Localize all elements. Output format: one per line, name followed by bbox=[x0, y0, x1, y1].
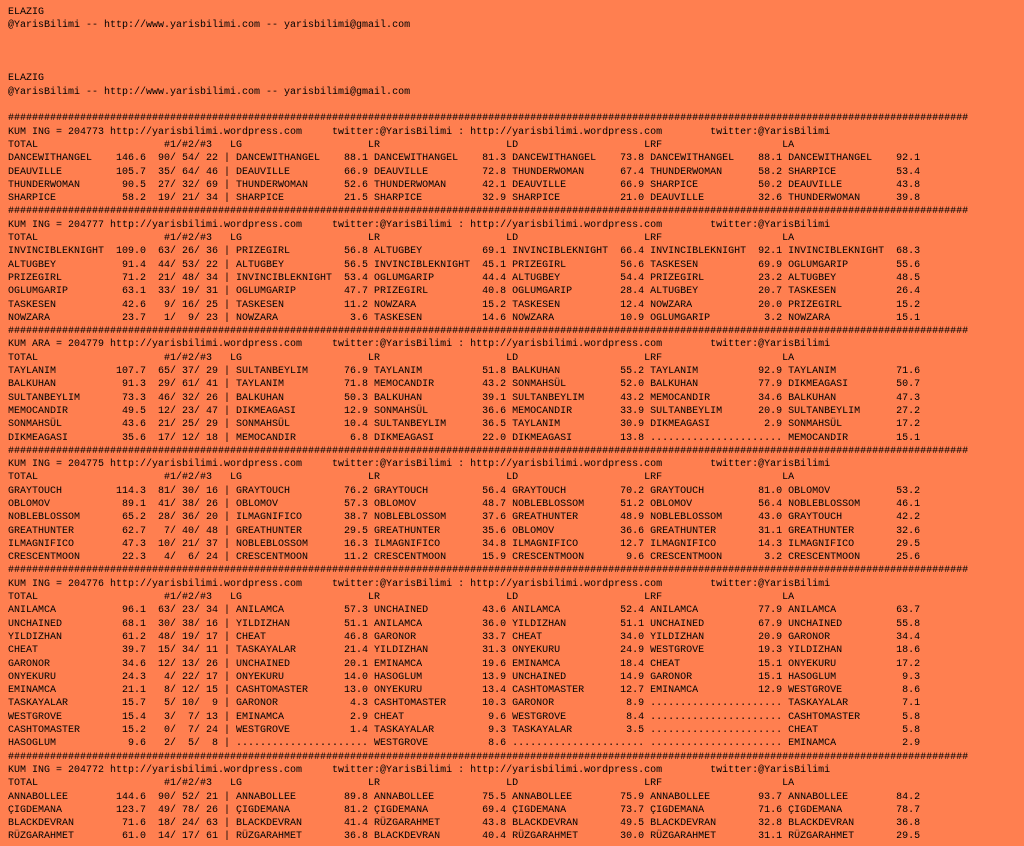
table-row: CRESCENTMOON 22.3 4/ 6/ 24 | CRESCENTMOON 11.2 CRESCENTMOON 15.9 CRESCENTMOON 9.6 CRESCENTMOON 3.2 CRESCENTMOON 25.6 bbox=[8, 552, 921, 564]
title: ELAZIG bbox=[8, 73, 45, 85]
table-row: GARONOR 34.6 12/ 13/ 26 | UNCHAINED 20.1 EMINAMCA 19.6 EMINAMCA 18.4 CHEAT 15.1 ONYEKURU 17.2 bbox=[8, 658, 921, 670]
separator-line: ################################################################################################################################################################ bbox=[8, 113, 969, 125]
table-row: ILMAGNIFICO 47.3 10/ 21/ 37 | NOBLEBLOSSOM 16.3 ILMAGNIFICO 34.8 ILMAGNIFICO 12.7 ILMAGNIFICO 14.3 ILMAGNIFICO 29.5 bbox=[8, 538, 921, 550]
race-header: KUM ING = 204777 http://yarisbilimi.wordpress.com twitter:@YarisBilimi : http://yarisbilimi.wordpress.com twitter:@YarisBilimi bbox=[8, 219, 831, 231]
table-row: ANILAMCA 96.1 63/ 23/ 34 | ANILAMCA 57.3 UNCHAINED 43.6 ANILAMCA 52.4 ANILAMCA 77.9 ANILAMCA 63.7 bbox=[8, 605, 921, 617]
table-row: MEMOCANDIR 49.5 12/ 23/ 47 | DIKMEAGASI 12.9 SONMAHSÜL 36.6 MEMOCANDIR 33.9 SULTANBEYLIM 20.9 SULTANBEYLIM 27.2 bbox=[8, 405, 921, 417]
table-row: INVINCIBLEKNIGHT 109.0 63/ 26/ 36 | PRIZEGIRL 56.8 ALTUGBEY 69.1 INVINCIBLEKNIGHT 66.4 INVINCIBLEKNIGHT 92.1 INVINCIBLEKNIGHT 68.3 bbox=[8, 246, 921, 258]
separator-line: ################################################################################################################################################################ bbox=[8, 326, 969, 338]
blank-line bbox=[8, 59, 1024, 72]
separator-line: ################################################################################################################################################################ bbox=[8, 445, 969, 457]
race-header: KUM ING = 204775 http://yarisbilimi.wordpress.com twitter:@YarisBilimi : http://yarisbilimi.wordpress.com twitter:@YarisBilimi bbox=[8, 459, 831, 471]
table-row: ONYEKURU 24.3 4/ 22/ 17 | ONYEKURU 14.0 HASOGLUM 13.9 UNCHAINED 14.9 GARONOR 15.1 HASOGLUM 9.3 bbox=[8, 671, 921, 683]
table-row: CHEAT 39.7 15/ 34/ 11 | TASKAYALAR 21.4 YILDIZHAN 31.3 ONYEKURU 24.9 WESTGROVE 19.3 YILDIZHAN 18.6 bbox=[8, 645, 921, 657]
race-header: KUM ING = 204772 http://yarisbilimi.wordpress.com twitter:@YarisBilimi : http://yarisbilimi.wordpress.com twitter:@YarisBilimi bbox=[8, 764, 831, 776]
blank-line bbox=[8, 46, 1024, 59]
separator-line: ################################################################################################################################################################ bbox=[8, 565, 969, 577]
table-row: SONMAHSÜL 43.6 21/ 25/ 29 | SONMAHSÜL 10.4 SULTANBEYLIM 36.5 TAYLANIM 30.9 DIKMEAGASI 2.9 SONMAHSÜL 17.2 bbox=[8, 419, 921, 431]
credit-line: @YarisBilimi -- http://www.yarisbilimi.com -- yarisbilimi@gmail.com bbox=[8, 86, 411, 98]
column-headers: TOTAL #1/#2/#3 LG LR LD LRF LA bbox=[8, 472, 795, 484]
separator-line: ################################################################################################################################################################ bbox=[8, 206, 969, 218]
table-row: OGLUMGARIP 63.1 33/ 19/ 31 | OGLUMGARIP 47.7 PRIZEGIRL 40.8 OGLUMGARIP 28.4 ALTUGBEY 20.7 TASKESEN 26.4 bbox=[8, 286, 921, 298]
table-row: THUNDERWOMAN 90.5 27/ 32/ 69 | THUNDERWOMAN 52.6 THUNDERWOMAN 42.1 DEAUVILLE 66.9 SHARPICE 50.2 DEAUVILLE 43.8 bbox=[8, 179, 921, 191]
table-row: SULTANBEYLIM 73.3 46/ 32/ 26 | BALKUHAN 50.3 BALKUHAN 39.1 SULTANBEYLIM 43.2 MEMOCANDIR 34.6 BALKUHAN 47.3 bbox=[8, 392, 921, 404]
column-headers: TOTAL #1/#2/#3 LG LR LD LRF LA bbox=[8, 139, 795, 151]
table-row: DANCEWITHANGEL 146.6 90/ 54/ 22 | DANCEWITHANGEL 88.1 DANCEWITHANGEL 81.3 DANCEWITHANGEL 73.8 DANCEWITHANGEL 88.1 DANCEWITHANGEL 92.1 bbox=[8, 153, 921, 165]
race-tables bbox=[8, 112, 1024, 843]
column-headers: TOTAL #1/#2/#3 LG LR LD LRF LA bbox=[8, 778, 795, 790]
table-row: ÇIGDEMANA 123.7 49/ 78/ 26 | ÇIGDEMANA 81.2 ÇIGDEMANA 69.4 ÇIGDEMANA 73.7 ÇIGDEMANA 71.6 ÇIGDEMANA 78.7 bbox=[8, 804, 921, 816]
table-row: ANNABOLLEE 144.6 90/ 52/ 21 | ANNABOLLEE 89.8 ANNABOLLEE 75.5 ANNABOLLEE 75.9 ANNABOLLEE 93.7 ANNABOLLEE 84.2 bbox=[8, 791, 921, 803]
credit-line: @YarisBilimi -- http://www.yarisbilimi.com -- yarisbilimi@gmail.com bbox=[8, 20, 411, 32]
table-row: OBLOMOV 89.1 41/ 38/ 26 | OBLOMOV 57.3 OBLOMOV 48.7 NOBLEBLOSSOM 51.2 OBLOMOV 56.4 NOBLEBLOSSOM 46.1 bbox=[8, 498, 921, 510]
table-row: TAYLANIM 107.7 65/ 37/ 29 | SULTANBEYLIM 76.9 TAYLANIM 51.8 BALKUHAN 55.2 TAYLANIM 92.9 TAYLANIM 71.6 bbox=[8, 366, 921, 378]
table-row: YILDIZHAN 61.2 48/ 19/ 17 | CHEAT 46.8 GARONOR 33.7 CHEAT 34.0 YILDIZHAN 20.9 GARONOR 34.4 bbox=[8, 631, 921, 643]
table-row: TASKAYALAR 15.7 5/ 10/ 9 | GARONOR 4.3 CASHTOMASTER 10.3 GARONOR 8.9 ...................... TASKAYALAR 7.1 bbox=[8, 698, 921, 710]
blank-line bbox=[8, 99, 1024, 112]
separator-line: ################################################################################################################################################################ bbox=[8, 751, 969, 763]
table-row: UNCHAINED 68.1 30/ 38/ 16 | YILDIZHAN 51.1 ANILAMCA 36.0 YILDIZHAN 51.1 UNCHAINED 67.9 UNCHAINED 55.8 bbox=[8, 618, 921, 630]
race-header: KUM ING = 204773 http://yarisbilimi.wordpress.com twitter:@YarisBilimi : http://yarisbilimi.wordpress.com twitter:@YarisBilimi bbox=[8, 126, 831, 138]
table-row: NOWZARA 23.7 1/ 9/ 23 | NOWZARA 3.6 TASKESEN 14.6 NOWZARA 10.9 OGLUMGARIP 3.2 NOWZARA 15.1 bbox=[8, 312, 921, 324]
table-row: DEAUVILLE 105.7 35/ 64/ 46 | DEAUVILLE 66.9 DEAUVILLE 72.8 THUNDERWOMAN 67.4 THUNDERWOMAN 58.2 SHARPICE 53.4 bbox=[8, 166, 921, 178]
table-row: WESTGROVE 15.4 3/ 7/ 13 | EMINAMCA 2.9 CHEAT 9.6 WESTGROVE 8.4 ...................... CASHTOMASTER 5.8 bbox=[8, 711, 921, 723]
table-row: NOBLEBLOSSOM 65.2 28/ 36/ 20 | ILMAGNIFICO 38.7 NOBLEBLOSSOM 37.6 GREATHUNTER 48.9 NOBLEBLOSSOM 43.0 GRAYTOUCH 42.2 bbox=[8, 512, 921, 524]
table-row: BLACKDEVRAN 71.6 18/ 24/ 63 | BLACKDEVRAN 41.4 RÜZGARAHMET 43.8 BLACKDEVRAN 49.5 BLACKDEVRAN 32.8 BLACKDEVRAN 36.8 bbox=[8, 818, 921, 830]
table-row: EMINAMCA 21.1 8/ 12/ 15 | CASHTOMASTER 13.0 ONYEKURU 13.4 CASHTOMASTER 12.7 EMINAMCA 12.9 WESTGROVE 8.6 bbox=[8, 685, 921, 697]
race-header: KUM ARA = 204779 http://yarisbilimi.wordpress.com twitter:@YarisBilimi : http://yarisbilimi.wordpress.com twitter:@YarisBilimi bbox=[8, 339, 831, 351]
race-header: KUM ING = 204776 http://yarisbilimi.wordpress.com twitter:@YarisBilimi : http://yarisbilimi.wordpress.com twitter:@YarisBilimi bbox=[8, 578, 831, 590]
table-row: SHARPICE 58.2 19/ 21/ 34 | SHARPICE 21.5 SHARPICE 32.9 SHARPICE 21.0 DEAUVILLE 32.6 THUNDERWOMAN 39.8 bbox=[8, 193, 921, 205]
table-row: RÜZGARAHMET 61.0 14/ 17/ 61 | RÜZGARAHMET 36.8 BLACKDEVRAN 40.4 RÜZGARAHMET 30.0 RÜZGARAHMET 31.1 RÜZGARAHMET 29.5 bbox=[8, 831, 921, 843]
column-headers: TOTAL #1/#2/#3 LG LR LD LRF LA bbox=[8, 233, 795, 245]
title: ELAZIG bbox=[8, 7, 45, 18]
column-headers: TOTAL #1/#2/#3 LG LR LD LRF LA bbox=[8, 592, 795, 604]
table-row: DIKMEAGASI 35.6 17/ 12/ 18 | MEMOCANDIR 6.8 DIKMEAGASI 22.0 DIKMEAGASI 13.8 ...................... MEMOCANDIR 15.1 bbox=[8, 432, 921, 444]
table-row: PRIZEGIRL 71.2 21/ 48/ 34 | INVINCIBLEKNIGHT 53.4 OGLUMGARIP 44.4 ALTUGBEY 54.4 PRIZEGIRL 23.2 ALTUGBEY 48.5 bbox=[8, 272, 921, 284]
table-row: ALTUGBEY 91.4 44/ 53/ 22 | ALTUGBEY 56.5 INVINCIBLEKNIGHT 45.1 PRIZEGIRL 56.6 TASKESEN 69.9 OGLUMGARIP 55.6 bbox=[8, 259, 921, 271]
table-row: GREATHUNTER 62.7 7/ 40/ 48 | GREATHUNTER 29.5 GREATHUNTER 35.6 OBLOMOV 36.6 GREATHUNTER 31.1 GREATHUNTER 32.6 bbox=[8, 525, 921, 537]
table-row: BALKUHAN 91.3 29/ 61/ 41 | TAYLANIM 71.8 MEMOCANDIR 43.2 SONMAHSÜL 52.0 BALKUHAN 77.9 DIKMEAGASI 50.7 bbox=[8, 379, 921, 391]
table-row: HASOGLUM 9.6 2/ 5/ 8 | ...................... WESTGROVE 8.6 ...................... ...................... EMINAMCA 2.9 bbox=[8, 738, 921, 750]
column-headers: TOTAL #1/#2/#3 LG LR LD LRF LA bbox=[8, 352, 795, 364]
table-row: TASKESEN 42.6 9/ 16/ 25 | TASKESEN 11.2 NOWZARA 15.2 TASKESEN 12.4 NOWZARA 20.0 PRIZEGIRL 15.2 bbox=[8, 299, 921, 311]
blank-line bbox=[8, 33, 1024, 46]
table-row: GRAYTOUCH 114.3 81/ 30/ 16 | GRAYTOUCH 76.2 GRAYTOUCH 56.4 GRAYTOUCH 70.2 GRAYTOUCH 81.0 OBLOMOV 53.2 bbox=[8, 485, 921, 497]
table-row: CASHTOMASTER 15.2 0/ 7/ 24 | WESTGROVE 1.4 TASKAYALAR 9.3 TASKAYALAR 3.5 ...................... CHEAT 5.8 bbox=[8, 725, 921, 737]
